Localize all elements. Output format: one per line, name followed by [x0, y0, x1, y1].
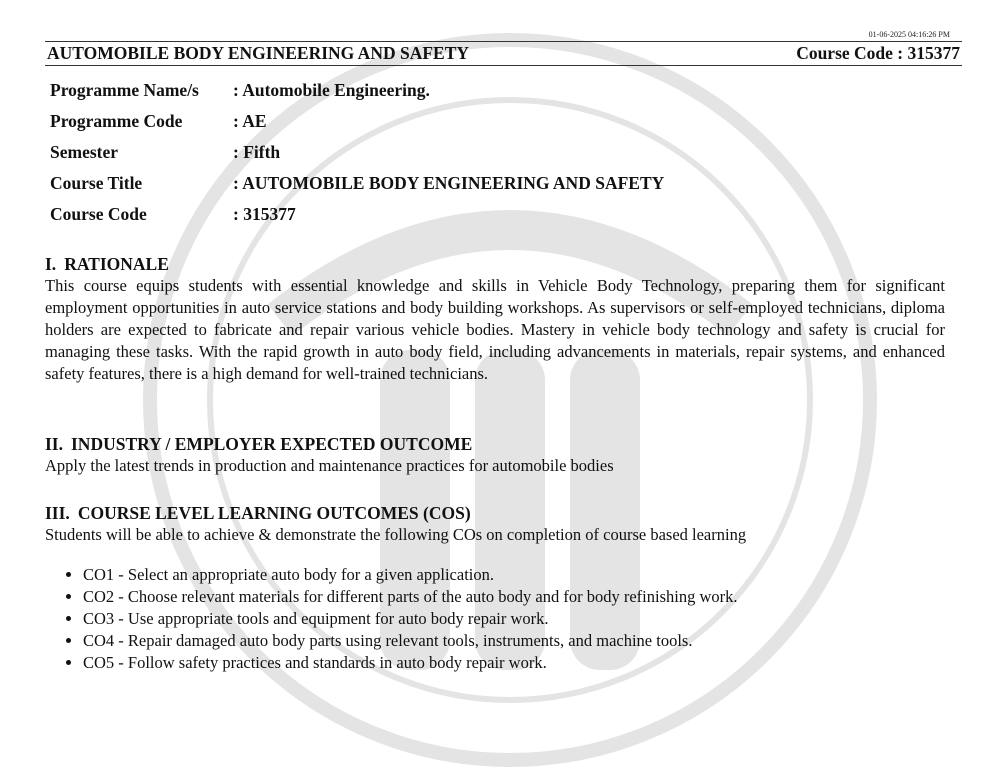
info-row-course-title — [50, 168, 664, 199]
section-number: I. — [45, 254, 57, 274]
header-course-code: Course Code : 315377 — [796, 43, 960, 63]
section-number: II. — [45, 434, 63, 454]
cos-intro-text: Students will be able to achieve & demonstrate the following COs on completion of course based learning — [45, 525, 747, 544]
info-value: : AUTOMOBILE BODY ENGINEERING AND SAFETY — [233, 173, 665, 193]
info-label: Programme Name/s — [50, 80, 199, 100]
rationale-text: This course equips students with essential knowledge and skills in Vehicle Body Technology, preparing them for significant employment opportunities in auto service stations and body building workshops. As supervisors or self-employed technicians, diploma holders are expected to fabricate and repair various vehicle bodies. Mastery in vehicle body technology and safety is crucial for managing these tasks. With the rapid growth in auto body field, including advancements in materials, repair systems, and enhanced safety features, there is a high demand for well-trained technicians. — [45, 276, 945, 383]
print-timestamp: 01-06-2025 04:16:26 PM — [868, 30, 950, 39]
info-label: Course Title — [50, 173, 143, 193]
header-title: AUTOMOBILE BODY ENGINEERING AND SAFETY — [47, 43, 470, 63]
section-rationale — [45, 253, 945, 385]
info-row-programme-name — [50, 75, 664, 106]
section-title: RATIONALE — [64, 254, 169, 274]
section-industry-outcome — [45, 433, 945, 477]
section-heading — [45, 433, 945, 455]
info-row-programme-code — [50, 106, 664, 137]
list-item: • CO2 - Choose relevant materials for different parts of the auto body and for body refinishing work. — [83, 586, 945, 608]
list-item: • CO5 - Follow safety practices and standards in auto body repair work. — [83, 652, 945, 674]
info-value: : AE — [233, 111, 267, 131]
list-item: • CO4 - Repair damaged auto body parts using relevant tools, instruments, and machine tools. — [83, 630, 945, 652]
section-heading — [45, 253, 945, 275]
list-item: • CO1 - Select an appropriate auto body for a given application. — [83, 564, 945, 586]
info-label: Semester — [50, 142, 119, 162]
cos-list — [45, 564, 945, 674]
info-value: : Automobile Engineering. — [233, 80, 430, 100]
info-label: Programme Code — [50, 111, 183, 131]
info-row-course-code — [50, 199, 664, 230]
section-number: III. — [45, 503, 70, 523]
info-value: : 315377 — [233, 204, 296, 224]
section-heading — [45, 502, 945, 524]
info-value: : Fifth — [233, 142, 281, 162]
list-item: • CO3 - Use appropriate tools and equipment for auto body repair work. — [83, 608, 945, 630]
document-header — [45, 41, 962, 66]
section-title: INDUSTRY / EMPLOYER EXPECTED OUTCOME — [71, 434, 473, 454]
info-row-semester — [50, 137, 664, 168]
industry-outcome-text: Apply the latest trends in production and maintenance practices for automobile bodies — [45, 456, 614, 475]
info-label: Course Code — [50, 204, 147, 224]
course-info-table — [50, 75, 664, 230]
section-course-outcomes — [45, 502, 945, 674]
section-title: COURSE LEVEL LEARNING OUTCOMES (COS) — [77, 503, 471, 523]
